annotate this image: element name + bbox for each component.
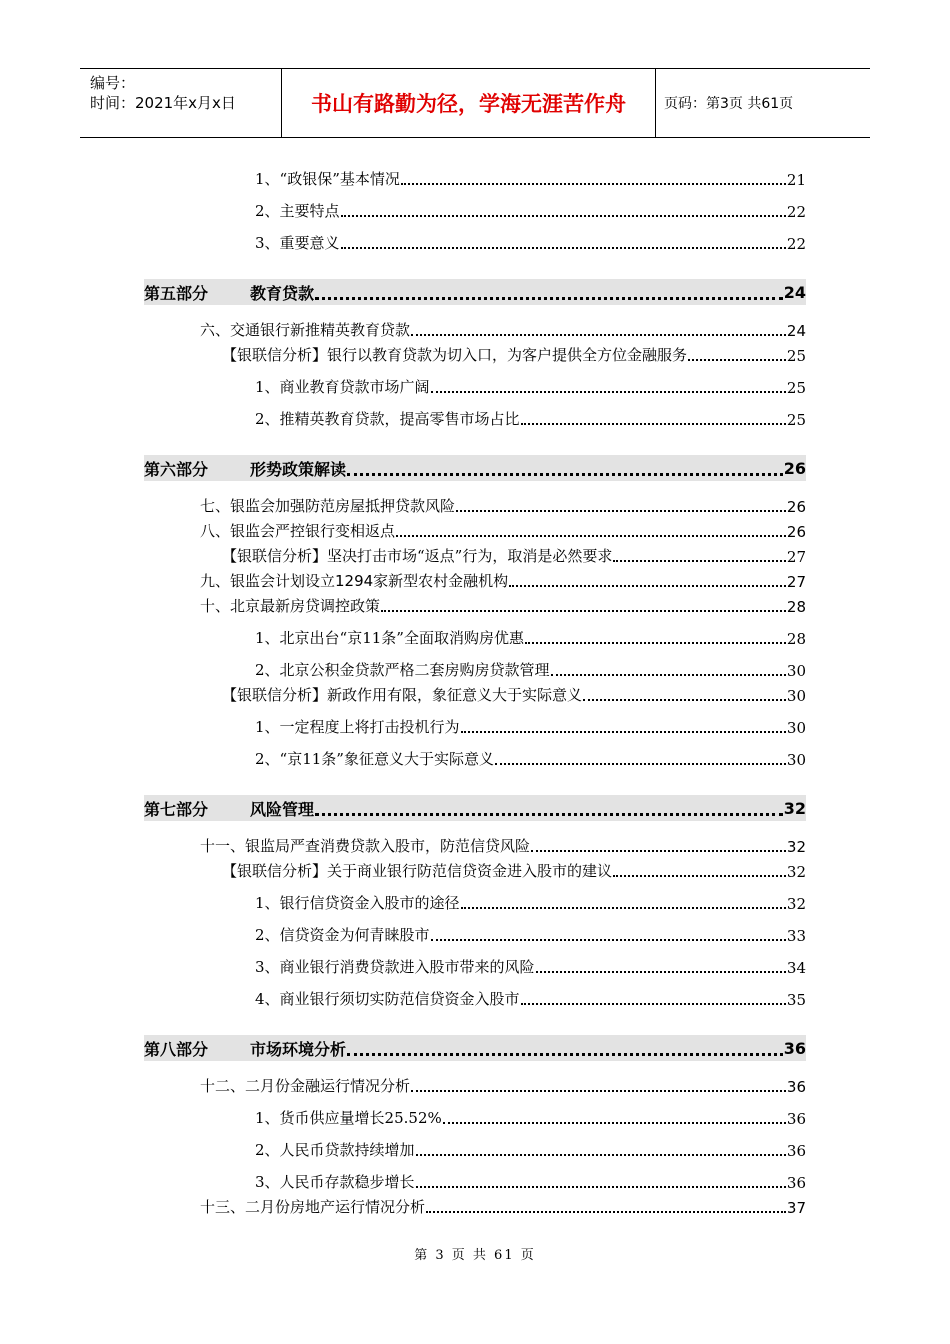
toc-page-number: 30 — [786, 662, 806, 680]
toc-leader-dots — [411, 1089, 786, 1092]
toc-entry[interactable] — [255, 229, 806, 253]
toc-leader-dots — [396, 534, 786, 537]
toc-leader-dots — [461, 906, 786, 909]
toc-entry[interactable] — [200, 592, 806, 616]
toc-entry[interactable] — [255, 889, 806, 913]
toc-leader-dots — [613, 559, 786, 562]
toc-leader-dots — [401, 182, 786, 185]
toc-page-number: 32 — [783, 798, 806, 818]
header-page-info: 页码：第3页 共61页 — [664, 96, 794, 112]
toc-entry[interactable] — [200, 517, 806, 541]
toc-leader-dots — [431, 390, 786, 393]
toc-entry-title: 2、推精英教育贷款，提高零售市场占比 — [255, 410, 520, 428]
toc-entry[interactable] — [255, 1168, 806, 1192]
toc-part-heading[interactable] — [144, 795, 806, 821]
toc-entry[interactable] — [255, 921, 806, 945]
number-label: 编号： — [90, 74, 136, 92]
toc-page-number: 34 — [786, 959, 806, 977]
toc-entry[interactable] — [255, 713, 806, 737]
toc-page-number: 25 — [786, 347, 806, 365]
toc-leader-dots — [521, 422, 786, 425]
toc-entry-title: 4、商业银行须切实防范信贷资金入股市 — [255, 990, 520, 1008]
toc-page-number: 24 — [786, 322, 806, 340]
toc-entry-title — [144, 797, 314, 820]
toc-leader-dots — [536, 970, 786, 973]
time-label: 时间：2021年x月x日 — [90, 94, 236, 112]
toc-entry-title: 六、交通银行新推精英教育贷款 — [200, 321, 411, 339]
toc-page-number: 30 — [786, 751, 806, 769]
toc-page-number: 36 — [786, 1142, 806, 1160]
toc-leader-dots — [443, 1121, 786, 1124]
toc-page-number: 27 — [786, 573, 806, 591]
toc-entry-title: 1、银行信贷资金入股市的途径 — [255, 894, 460, 912]
toc-entry-title: 教育贷款 — [250, 283, 315, 303]
toc-entry[interactable] — [200, 832, 806, 856]
toc-entry-title: 1、北京出台“京11条”全面取消购房优惠 — [255, 629, 524, 647]
toc-page-number: 25 — [786, 379, 806, 397]
toc-entry-title: 3、重要意义 — [255, 234, 340, 252]
toc-entry-title: 1、一定程度上将打击投机行为 — [255, 718, 460, 736]
toc-page-number: 24 — [783, 282, 806, 302]
toc-entry[interactable] — [255, 1136, 806, 1160]
toc-entry-title: 1、“政银保”基本情况 — [255, 170, 400, 188]
toc-page-number: 22 — [786, 203, 806, 221]
toc-entry-title: 【银联信分析】银行以教育贷款为切入口，为客户提供全方位金融服务 — [222, 346, 688, 364]
toc-entry-title: 形势政策解读 — [250, 459, 347, 479]
toc-leader-dots — [315, 812, 783, 816]
toc-entry-title: 1、货币供应量增长25.52% — [255, 1109, 442, 1127]
toc-page-number: 35 — [786, 991, 806, 1009]
toc-page-number: 32 — [786, 863, 806, 881]
toc-page-number: 28 — [786, 630, 806, 648]
toc-entry[interactable] — [200, 1072, 806, 1096]
toc-page-number: 36 — [786, 1174, 806, 1192]
toc-leader-dots — [456, 509, 786, 512]
toc-entry-title: 十三、二月份房地产运行情况分析 — [200, 1198, 426, 1216]
toc-page-number: 30 — [786, 719, 806, 737]
toc-leader-dots — [431, 938, 786, 941]
toc-entry-title: 十、北京最新房贷调控政策 — [200, 597, 381, 615]
toc-leader-dots — [461, 730, 786, 733]
header-motto: 书山有路勤为径，学海无涯苦作舟 — [282, 69, 656, 137]
toc-leader-dots — [495, 762, 786, 765]
toc-entry-title: 1、商业教育贷款市场广阔 — [255, 378, 430, 396]
toc-entry-title: 2、主要特点 — [255, 202, 340, 220]
toc-leader-dots — [531, 849, 786, 852]
toc-part-heading[interactable] — [144, 1035, 806, 1061]
toc-entry-title: 七、银监会加强防范房屋抵押贷款风险 — [200, 497, 456, 515]
toc-entry-title: 九、银监会计划设立1294家新型农村金融机构 — [200, 572, 509, 590]
toc-leader-dots — [341, 214, 786, 217]
toc-entry-title: 风险管理 — [250, 799, 315, 819]
toc-entry[interactable] — [255, 985, 806, 1009]
toc-leader-dots — [509, 584, 786, 587]
toc-page-number: 37 — [786, 1199, 806, 1217]
toc-leader-dots — [613, 874, 786, 877]
toc-entry[interactable] — [222, 341, 806, 365]
toc-entry[interactable] — [222, 542, 806, 566]
toc-entry[interactable] — [200, 492, 806, 516]
toc-page-number: 33 — [786, 927, 806, 945]
toc-page-number: 21 — [786, 171, 806, 189]
toc-leader-dots — [347, 472, 783, 476]
toc-entry[interactable] — [255, 953, 806, 977]
toc-page-number: 32 — [786, 838, 806, 856]
toc-page-number: 36 — [786, 1078, 806, 1096]
toc-leader-dots — [688, 358, 786, 361]
toc-leader-dots — [315, 296, 783, 300]
toc-entry-title — [144, 1037, 346, 1060]
toc-page-number: 36 — [786, 1110, 806, 1128]
toc-leader-dots — [416, 1153, 786, 1156]
toc-entry-title — [144, 281, 314, 304]
toc-entry[interactable] — [255, 165, 806, 189]
toc-part-label: 第五部分 — [144, 283, 209, 303]
toc-page-number: 22 — [786, 235, 806, 253]
toc-entry[interactable] — [200, 316, 806, 340]
toc-leader-dots — [381, 609, 786, 612]
toc-entry-title: 3、商业银行消费贷款进入股市带来的风险 — [255, 958, 535, 976]
toc-entry[interactable] — [255, 1104, 806, 1128]
toc-entry-title: 八、银监会严控银行变相返点 — [200, 522, 396, 540]
page-header — [80, 68, 870, 138]
toc-leader-dots — [551, 673, 786, 676]
toc-part-heading[interactable] — [144, 279, 806, 305]
toc-entry-title: 十一、银监局严查消费贷款入股市，防范信贷风险 — [200, 837, 531, 855]
toc-page-number: 26 — [783, 458, 806, 478]
toc-entry-title: 3、人民币存款稳步增长 — [255, 1173, 415, 1191]
toc-entry[interactable] — [200, 1193, 806, 1217]
toc-entry-title: 2、信贷资金为何青睐股市 — [255, 926, 430, 944]
toc-entry[interactable] — [255, 197, 806, 221]
toc-part-label: 第七部分 — [144, 799, 209, 819]
toc-leader-dots — [583, 698, 786, 701]
toc-entry-title: 十二、二月份金融运行情况分析 — [200, 1077, 411, 1095]
toc-part-heading[interactable] — [144, 455, 806, 481]
toc-page-number: 26 — [786, 498, 806, 516]
toc-entry-title: 【银联信分析】坚决打击市场“返点”行为，取消是必然要求 — [222, 547, 613, 565]
toc-entry[interactable] — [255, 373, 806, 397]
page-footer: 第 3 页 共 61 页 — [414, 1248, 536, 1263]
toc-page-number: 28 — [786, 598, 806, 616]
toc-entry-title: 【银联信分析】新政作用有限，象征意义大于实际意义 — [222, 686, 583, 704]
toc-leader-dots — [521, 1002, 786, 1005]
toc-entry-title: 2、“京11条”象征意义大于实际意义 — [255, 750, 494, 768]
toc-part-label: 第八部分 — [144, 1039, 209, 1059]
toc-entry-title: 2、人民币贷款持续增加 — [255, 1141, 415, 1159]
toc-part-label: 第六部分 — [144, 459, 209, 479]
header-meta — [80, 69, 282, 137]
toc-leader-dots — [525, 641, 786, 644]
toc-entry[interactable] — [222, 681, 806, 705]
toc-page-number: 27 — [786, 548, 806, 566]
toc-entry[interactable] — [255, 745, 806, 769]
toc-leader-dots — [426, 1210, 786, 1213]
toc-page-number: 36 — [783, 1038, 806, 1058]
toc-entry-title: 2、北京公积金贷款严格二套房购房贷款管理 — [255, 661, 550, 679]
toc-entry-title: 市场环境分析 — [250, 1039, 347, 1059]
toc-page-number: 30 — [786, 687, 806, 705]
toc-leader-dots — [341, 246, 786, 249]
toc-entry[interactable] — [200, 567, 806, 591]
toc-entry[interactable] — [255, 656, 806, 680]
toc-page-number: 26 — [786, 523, 806, 541]
toc-entry[interactable] — [222, 857, 806, 881]
toc-page-number: 32 — [786, 895, 806, 913]
toc-leader-dots — [347, 1052, 783, 1056]
toc-leader-dots — [416, 1185, 786, 1188]
toc-entry[interactable] — [255, 624, 806, 648]
toc-leader-dots — [411, 333, 786, 336]
toc-entry-title — [144, 457, 346, 480]
toc-entry[interactable] — [255, 405, 806, 429]
toc-page-number: 25 — [786, 411, 806, 429]
toc-entry-title: 【银联信分析】关于商业银行防范信贷资金进入股市的建议 — [222, 862, 613, 880]
